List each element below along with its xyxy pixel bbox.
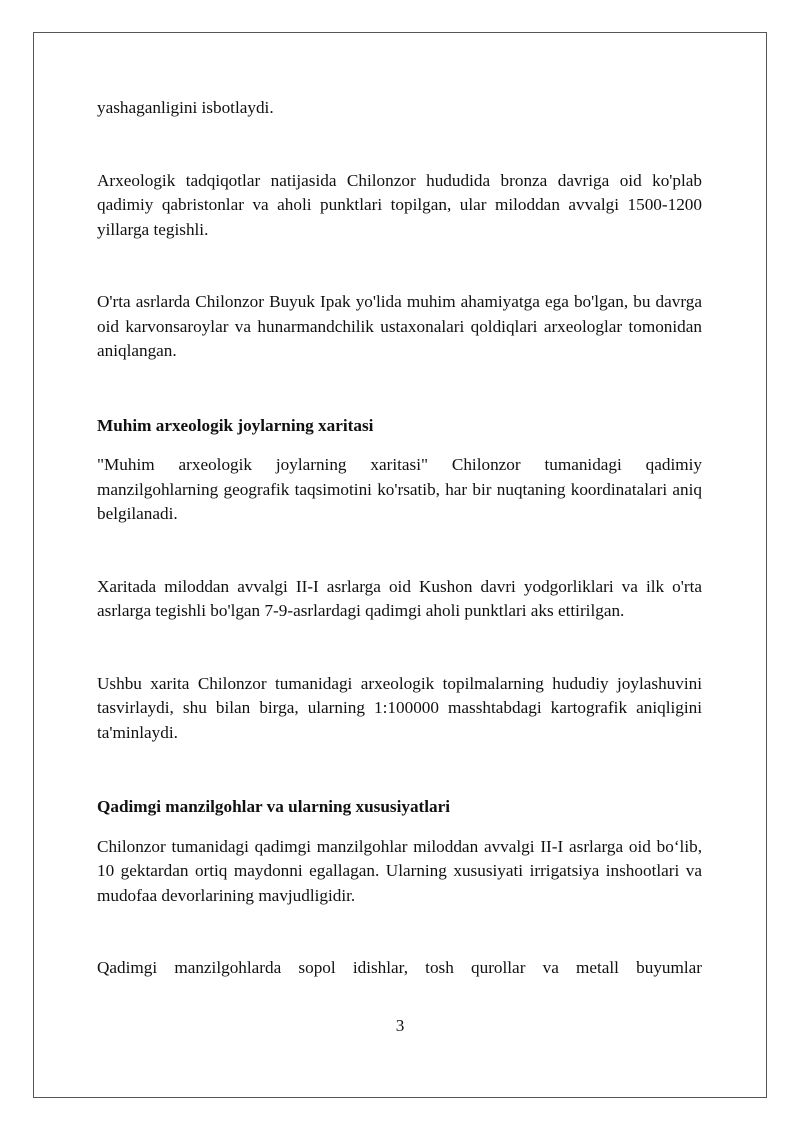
document-body: [97, 96, 702, 981]
page-number: 3: [395, 1016, 405, 1035]
section-heading: Qadimgi manzilgohlar va ularning xususiyatlari: [97, 797, 451, 816]
paragraph: Chilonzor tumanidagi qadimgi manzilgohlar miloddan avvalgi II-I asrlarga oid bo‘lib, 10 gektardan ortiq maydonni egallagan. Ularning xususiyati irrigatsiya inshootlari va mudofaa devorlarining mavjudligidir.: [97, 836, 702, 905]
paragraph: Xaritada miloddan avvalgi II-I asrlarga oid Kushon davri yodgorliklari va ilk o'rta asrlarga tegishli bo'lgan 7-9-asrlardagi qadimgi aholi punktlari aks ettirilgan.: [97, 576, 702, 620]
paragraph: O'rta asrlarda Chilonzor Buyuk Ipak yo'lida muhim ahamiyatga ega bo'lgan, bu davrga oid karvonsaroylar va hunarmandchilik ustaxonalari qoldiqlari arxeologlar tomonidan aniqlangan.: [97, 292, 702, 360]
paragraph: "Muhim arxeologik joylarning xaritasi" Chilonzor tumanidagi qadimiy manzilgohlarning geografik taqsimotini ko'rsatib, har bir nuqtaning koordinatalari aniq belgilanadi.: [97, 455, 702, 523]
section-heading: Muhim arxeologik joylarning xaritasi: [97, 415, 374, 435]
paragraph: Qadimgi manzilgohlarda sopol idishlar, tosh qurollar va metall buyumlar: [97, 958, 702, 977]
paragraph: Arxeologik tadqiqotlar natijasida Chilonzor hududida bronza davriga oid ko'plab qadimiy qabristonlar va aholi punktlari topilgan, ular miloddan avvalgi 1500-1200 yillarga tegishli.: [97, 170, 702, 239]
paragraph: Ushbu xarita Chilonzor tumanidagi arxeologik topilmalarning hududiy joylashuvini tasvirlaydi, shu bilan birga, ularning 1:100000 masshtabdagi kartografik aniqligini ta'minlaydi.: [97, 673, 702, 742]
paragraph: yashaganligini isbotlaydi.: [97, 98, 274, 117]
